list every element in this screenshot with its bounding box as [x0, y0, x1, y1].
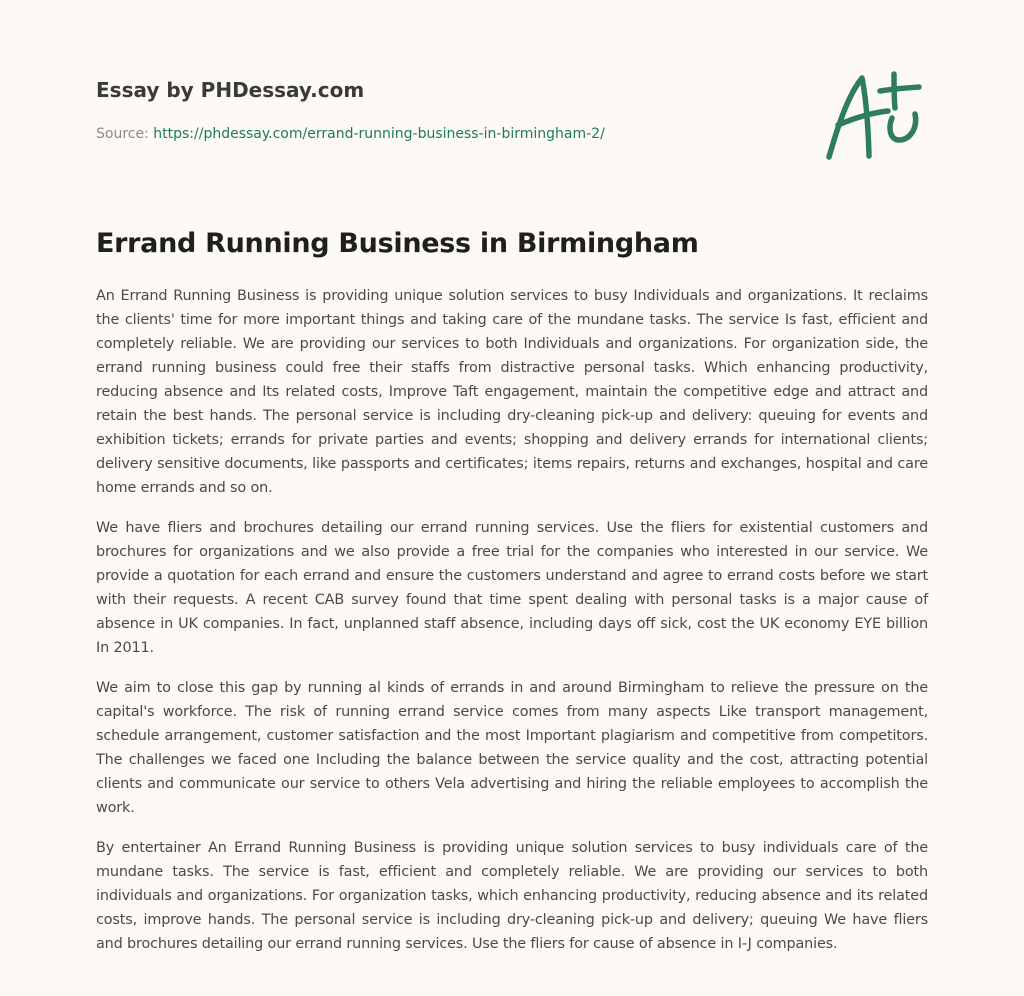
source-line [96, 124, 796, 144]
paragraph: An Errand Running Business is providing unique solution services to busy Individuals and organizations. It reclaims the clients' time for more important things and taking care of the mundane tasks. The service Is fast, efficient and completely reliable. We are providing our services to both Individuals and organizations. For organization side, the errand running business could free their staffs from distractive personal tasks. Which enhancing productivity, reducing absence and Its related costs, Improve Taft engagement, maintain the competitive edge and attract and retain the best hands. The personal service is including dry-cleaning pick-up and delivery: queuing for events and exhibition tickets; errands for private parties and events; shopping and delivery errands for international clients; delivery sensitive documents, like passports and certificates; items repairs, returns and exchanges, hospital and care home errands and so on. [96, 288, 928, 496]
essay-header [96, 76, 796, 144]
essay-title: Errand Running Business in Birmingham [96, 228, 699, 259]
paragraph: By entertainer An Errand Running Business is providing unique solution services to busy individuals care of the mundane tasks. The service is fast, efficient and completely reliable. We are providing our services to both individuals and organizations. For organization tasks, which enhancing productivity, reducing absence and its related costs, improve hands. The personal service is including dry-cleaning pick-up and delivery; queuing We have fliers and brochures detailing our errand running services. Use the fliers for cause of absence in I-J companies. [96, 840, 928, 952]
site-brand: Essay by PHDessay.com [96, 78, 365, 102]
source-link[interactable]: https://phdessay.com/errand-running-business-in-birmingham-2/ [153, 126, 605, 142]
essay-body [96, 284, 928, 972]
source-label: Source: [96, 126, 149, 142]
a-plus-grade-icon [822, 64, 932, 164]
paragraph: We aim to close this gap by running al kinds of errands in and around Birmingham to relieve the pressure on the capital's workforce. The risk of running errand service comes from many aspects Like transport management, schedule arrangement, customer satisfaction and the most Important plagiarism and competitive from competitors. The challenges we faced one Including the balance between the service quality and the cost, attracting potential clients and communicate our service to others Vela advertising and hiring the reliable employees to accomplish the work. [96, 680, 928, 816]
paragraph: We have fliers and brochures detailing our errand running services. Use the fliers for existential customers and brochures for organizations and we also provide a free trial for the companies who interested in our service. We provide a quotation for each errand and ensure the customers understand and agree to errand costs before we start with their requests. A recent CAB survey found that time spent dealing with personal tasks is a major cause of absence in UK companies. In fact, unplanned staff absence, including days off sick, cost the UK economy EYE billion In 2011. [96, 520, 928, 656]
